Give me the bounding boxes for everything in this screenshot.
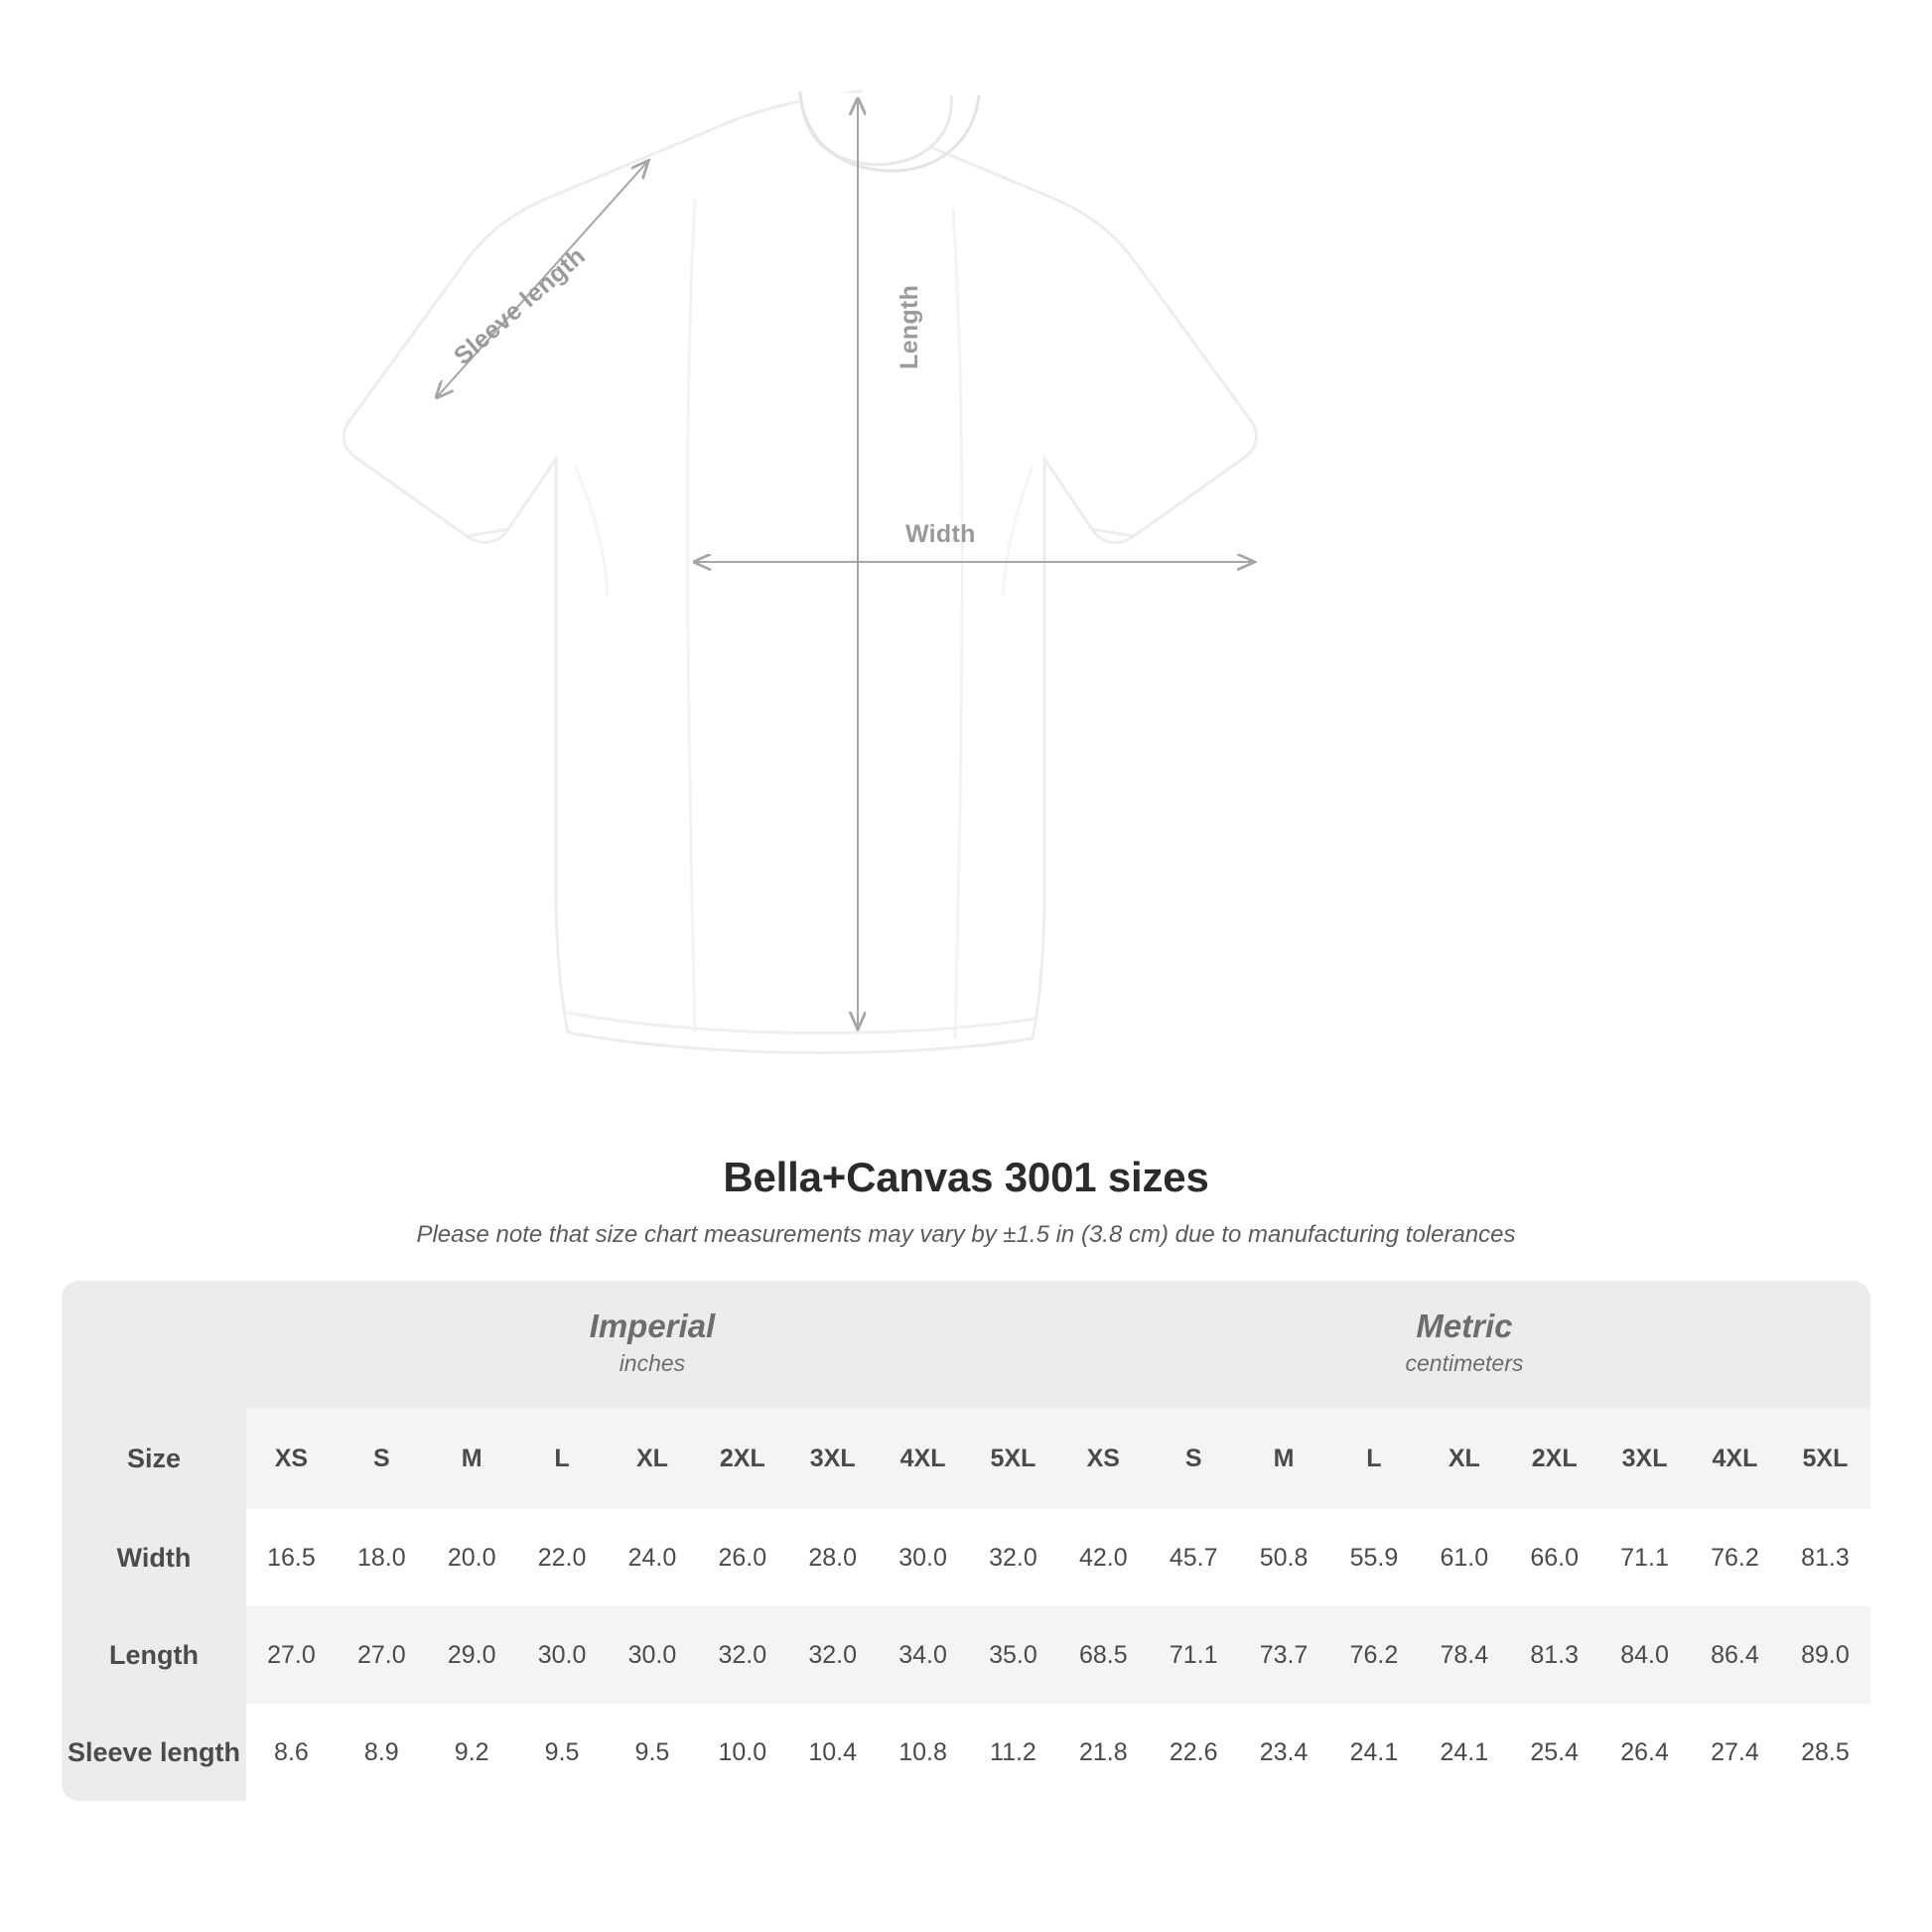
column-header-imperial-xl: XL bbox=[608, 1408, 698, 1509]
table-cell: 18.0 bbox=[337, 1509, 427, 1606]
table-cell: 22.6 bbox=[1149, 1704, 1239, 1801]
column-header-metric-xl: XL bbox=[1419, 1408, 1509, 1509]
column-header-imperial-4xl: 4XL bbox=[878, 1408, 968, 1509]
table-cell: 73.7 bbox=[1239, 1606, 1329, 1704]
table-cell: 27.0 bbox=[246, 1606, 337, 1704]
size-table bbox=[62, 1281, 1870, 1801]
table-cell: 10.4 bbox=[787, 1704, 878, 1801]
table-cell: 81.3 bbox=[1509, 1606, 1599, 1704]
table-cell: 78.4 bbox=[1419, 1606, 1509, 1704]
unit-header-spacer bbox=[62, 1281, 246, 1408]
table-row bbox=[62, 1509, 1870, 1606]
title-block bbox=[0, 1154, 1932, 1249]
sleeve-length-label: Sleeve length bbox=[449, 241, 591, 371]
table-cell: 9.5 bbox=[517, 1704, 608, 1801]
table-cell: 61.0 bbox=[1419, 1509, 1509, 1606]
column-header-imperial-5xl: 5XL bbox=[968, 1408, 1058, 1509]
column-header-metric-3xl: 3XL bbox=[1599, 1408, 1690, 1509]
column-header-imperial-2xl: 2XL bbox=[697, 1408, 787, 1509]
column-header-metric-5xl: 5XL bbox=[1780, 1408, 1870, 1509]
table-cell: 16.5 bbox=[246, 1509, 337, 1606]
table-cell: 22.0 bbox=[517, 1509, 608, 1606]
table-cell: 34.0 bbox=[878, 1606, 968, 1704]
length-label: Length bbox=[896, 284, 923, 369]
table-cell: 24.1 bbox=[1329, 1704, 1420, 1801]
table-cell: 89.0 bbox=[1780, 1606, 1870, 1704]
table-cell: 30.0 bbox=[517, 1606, 608, 1704]
table-cell: 68.5 bbox=[1058, 1606, 1149, 1704]
table-cell: 23.4 bbox=[1239, 1704, 1329, 1801]
table-cell: 26.0 bbox=[697, 1509, 787, 1606]
row-label-width: Width bbox=[62, 1509, 246, 1606]
unit-subtitle: centimeters bbox=[1405, 1349, 1524, 1376]
table-unit-header-row bbox=[62, 1281, 1870, 1408]
column-header-size: Size bbox=[62, 1408, 246, 1509]
width-label: Width bbox=[905, 520, 976, 548]
table-cell: 71.1 bbox=[1149, 1606, 1239, 1704]
column-header-metric-l: L bbox=[1329, 1408, 1420, 1509]
table-cell: 20.0 bbox=[427, 1509, 517, 1606]
table-cell: 10.8 bbox=[878, 1704, 968, 1801]
column-header-imperial-3xl: 3XL bbox=[787, 1408, 878, 1509]
table-cell: 86.4 bbox=[1690, 1606, 1780, 1704]
table-cell: 8.9 bbox=[337, 1704, 427, 1801]
table-cell: 42.0 bbox=[1058, 1509, 1149, 1606]
table-cell: 35.0 bbox=[968, 1606, 1058, 1704]
row-label-length: Length bbox=[62, 1606, 246, 1704]
column-header-metric-s: S bbox=[1149, 1408, 1239, 1509]
table-cell: 66.0 bbox=[1509, 1509, 1599, 1606]
table-cell: 32.0 bbox=[968, 1509, 1058, 1606]
unit-header-imperial bbox=[246, 1281, 1058, 1408]
table-cell: 81.3 bbox=[1780, 1509, 1870, 1606]
table-row bbox=[62, 1606, 1870, 1704]
column-header-imperial-xs: XS bbox=[246, 1408, 337, 1509]
tshirt-shape bbox=[344, 91, 1256, 1052]
table-cell: 27.0 bbox=[337, 1606, 427, 1704]
table-cell: 26.4 bbox=[1599, 1704, 1690, 1801]
table-cell: 50.8 bbox=[1239, 1509, 1329, 1606]
table-cell: 28.5 bbox=[1780, 1704, 1870, 1801]
table-cell: 28.0 bbox=[787, 1509, 878, 1606]
table-cell: 32.0 bbox=[697, 1606, 787, 1704]
size-table-container bbox=[62, 1281, 1870, 1801]
column-header-metric-2xl: 2XL bbox=[1509, 1408, 1599, 1509]
unit-header-metric bbox=[1058, 1281, 1870, 1408]
table-row bbox=[62, 1704, 1870, 1801]
unit-name: Metric bbox=[1416, 1307, 1513, 1344]
column-header-metric-m: M bbox=[1239, 1408, 1329, 1509]
table-cell: 29.0 bbox=[427, 1606, 517, 1704]
chart-note: Please note that size chart measurements may vary by ±1.5 in (3.8 cm) due to manufacturing tolerances bbox=[416, 1221, 1516, 1248]
row-label-sleeve-length: Sleeve length bbox=[62, 1704, 246, 1801]
table-cell: 76.2 bbox=[1329, 1606, 1420, 1704]
chart-title: Bella+Canvas 3001 sizes bbox=[723, 1154, 1209, 1200]
table-cell: 84.0 bbox=[1599, 1606, 1690, 1704]
column-header-imperial-m: M bbox=[427, 1408, 517, 1509]
table-cell: 30.0 bbox=[608, 1606, 698, 1704]
table-cell: 30.0 bbox=[878, 1509, 968, 1606]
column-header-imperial-l: L bbox=[517, 1408, 608, 1509]
table-cell: 9.5 bbox=[608, 1704, 698, 1801]
table-cell: 24.1 bbox=[1419, 1704, 1509, 1801]
table-cell: 8.6 bbox=[246, 1704, 337, 1801]
table-cell: 10.0 bbox=[697, 1704, 787, 1801]
unit-subtitle: inches bbox=[619, 1349, 686, 1376]
column-header-metric-4xl: 4XL bbox=[1690, 1408, 1780, 1509]
column-header-imperial-s: S bbox=[337, 1408, 427, 1509]
table-cell: 45.7 bbox=[1149, 1509, 1239, 1606]
table-cell: 25.4 bbox=[1509, 1704, 1599, 1801]
column-header-metric-xs: XS bbox=[1058, 1408, 1149, 1509]
table-cell: 27.4 bbox=[1690, 1704, 1780, 1801]
table-cell: 76.2 bbox=[1690, 1509, 1780, 1606]
table-cell: 24.0 bbox=[608, 1509, 698, 1606]
table-header-row bbox=[62, 1408, 1870, 1509]
table-cell: 32.0 bbox=[787, 1606, 878, 1704]
table-cell: 21.8 bbox=[1058, 1704, 1149, 1801]
table-cell: 11.2 bbox=[968, 1704, 1058, 1801]
table-cell: 55.9 bbox=[1329, 1509, 1420, 1606]
table-cell: 71.1 bbox=[1599, 1509, 1690, 1606]
table-cell: 9.2 bbox=[427, 1704, 517, 1801]
unit-name: Imperial bbox=[589, 1307, 716, 1344]
